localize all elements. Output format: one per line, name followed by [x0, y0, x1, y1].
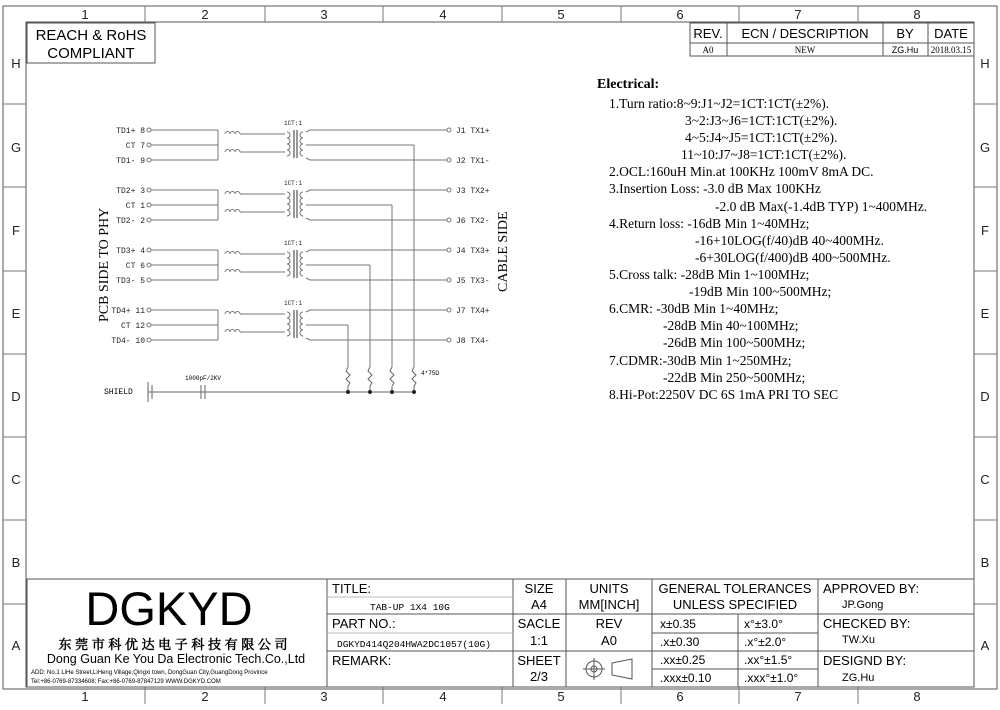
row-label-left: F — [12, 223, 20, 238]
compliance-line1: REACH & RoHS — [35, 27, 147, 44]
row-label-left: D — [11, 389, 21, 404]
tolerance-title1: GENERAL TOLERANCES — [658, 581, 812, 596]
secondary-coil-turn — [300, 270, 303, 276]
primary-coil-turn — [287, 318, 290, 324]
tolerance-linear: .xxx±0.10 — [660, 671, 712, 685]
primary-coil-turn — [287, 264, 290, 270]
company-contact: Tel:+86-0769-87334608; Fax:+86-0769-87847129 WWW.DGKYD.COM — [31, 679, 221, 685]
right-pin-label: J7 TX4+ — [456, 307, 490, 316]
secondary-coil-turn — [300, 258, 303, 264]
secondary-coil-turn — [300, 324, 303, 330]
primary-coil-turn — [287, 258, 290, 264]
pin-terminal — [147, 188, 151, 192]
part-label: PART NO.: — [332, 616, 396, 631]
size-label: SIZE — [524, 581, 554, 596]
col-label-bottom: 8 — [913, 689, 921, 704]
tolerance-linear: .xx±0.25 — [660, 653, 706, 667]
spec-line: 2.OCL:160uH Min.at 100KHz 100mV 8mA DC. — [609, 164, 874, 179]
compliance-box — [27, 23, 155, 63]
pin-terminal — [147, 158, 151, 162]
spec-line: 8.Hi-Pot:2250V DC 6S 1mA PRI TO SEC — [609, 387, 839, 402]
primary-coil-turn — [287, 252, 290, 258]
col-label-bottom: 5 — [557, 689, 565, 704]
title-value: TAB-UP 1X4 10G — [370, 602, 450, 613]
coil-turn — [225, 270, 230, 273]
coil-turn — [230, 312, 235, 315]
right-pin-label: J3 TX2+ — [456, 187, 490, 196]
right-pin-label: J2 TX1- — [456, 157, 490, 166]
coil-turn — [230, 252, 235, 255]
secondary-coil-turn — [300, 252, 303, 258]
left-pin-label: TD4+ 11 — [111, 307, 145, 316]
coil-turn — [225, 132, 230, 135]
coil-turn — [225, 150, 230, 153]
tolerance-angular: x°±3.0° — [744, 617, 783, 631]
coil-turn — [230, 192, 235, 195]
col-label-top: 4 — [439, 7, 447, 22]
row-label-left: G — [10, 140, 22, 155]
pin-terminal — [447, 218, 451, 222]
primary-coil-turn — [287, 204, 290, 210]
coil-turn — [230, 270, 235, 273]
row-label-right: B — [980, 555, 990, 570]
col-label-top: 1 — [81, 7, 89, 22]
pin-terminal — [147, 263, 151, 267]
date-header: DATE — [934, 26, 968, 41]
secondary-coil-turn — [300, 318, 303, 324]
left-pin-label: TD4- 10 — [111, 337, 145, 346]
wire — [306, 338, 310, 340]
by-value: ZG.Hu — [891, 45, 919, 55]
tolerance-angular: .xxx°±1.0° — [744, 671, 799, 685]
row-label-right: D — [980, 389, 990, 404]
coil-turn — [225, 312, 230, 315]
right-pin-label: J6 TX2- — [456, 217, 490, 226]
pin-terminal — [447, 308, 451, 312]
coil-turn — [235, 150, 240, 153]
row-label-left: H — [11, 56, 21, 71]
spec-line: -16+10LOG(f/40)dB 40~400MHz. — [695, 233, 884, 248]
spec-line: 11~10:J7~J8=1CT:1CT(±2%). — [681, 147, 847, 162]
col-label-bottom: 6 — [676, 689, 684, 704]
part-value: DGKYD414Q204HWA2DC1057(10G) — [337, 639, 491, 650]
secondary-coil-turn — [300, 204, 303, 210]
cable-side-label: CABLE SIDE — [496, 211, 511, 292]
left-pin-label: TD2+ 3 — [116, 187, 145, 196]
row-label-right: E — [980, 306, 990, 321]
spec-line: 3~2:J3~J6=1CT:1CT(±2%). — [685, 113, 838, 128]
row-label-right: C — [980, 472, 990, 487]
tolerance-linear: x±0.35 — [660, 617, 696, 631]
coil-turn — [225, 192, 230, 195]
pin-terminal — [447, 338, 451, 342]
left-pin-label: CT 7 — [125, 142, 145, 151]
wire — [306, 218, 310, 220]
approved-label: APPROVED BY: — [823, 581, 920, 596]
row-label-right: H — [980, 56, 990, 71]
col-label-top: 5 — [557, 7, 565, 22]
transformer-channels — [147, 120, 451, 367]
pin-terminal — [147, 128, 151, 132]
pin-terminal — [447, 158, 451, 162]
primary-coil-turn — [287, 330, 290, 336]
coil-turn — [230, 132, 235, 135]
secondary-coil-turn — [300, 264, 303, 270]
by-header: BY — [896, 26, 914, 41]
spec-line: -26dB Min 100~500MHz; — [663, 335, 806, 350]
secondary-coil-turn — [300, 198, 303, 204]
pin-terminal — [447, 278, 451, 282]
pin-terminal — [147, 248, 151, 252]
left-pin-label: CT 1 — [125, 202, 145, 211]
primary-coil-turn — [287, 210, 290, 216]
company-address: ADD: No.1 LiHe Street,LiHeng Village,Qingxi town, DongGuan City,GuangDong Province — [31, 670, 268, 676]
rev-value-block: A0 — [601, 633, 617, 648]
spec-line: 1.Turn ratio:8~9:J1~J2=1CT:1CT(±2%). — [609, 96, 830, 111]
row-label-left: B — [11, 555, 21, 570]
remark-label: REMARK: — [332, 653, 392, 668]
primary-coil-turn — [287, 324, 290, 330]
secondary-coil-turn — [300, 138, 303, 144]
wire — [306, 130, 310, 132]
rev-value: A0 — [702, 45, 714, 55]
projection-symbol — [583, 658, 632, 680]
col-label-bottom: 3 — [320, 689, 328, 704]
col-label-bottom: 2 — [201, 689, 209, 704]
spec-line: 7.CDMR:-30dB Min 1~250MHz; — [609, 353, 792, 368]
spec-line: -19dB Min 100~500MHz; — [689, 284, 832, 299]
tolerance-linear: .x±0.30 — [660, 635, 700, 649]
col-label-top: 2 — [201, 7, 209, 22]
rev-label: REV — [595, 616, 623, 631]
cap-label: 1000pF/2KV — [185, 375, 222, 382]
company-name-en: Dong Guan Ke You Da Electronic Tech.Co.,Ltd — [46, 652, 306, 666]
row-label-right: F — [981, 223, 989, 238]
pin-terminal — [447, 128, 451, 132]
col-label-bottom: 4 — [439, 689, 447, 704]
ecn-value: NEW — [794, 45, 816, 55]
secondary-coil-turn — [300, 210, 303, 216]
row-label-left: E — [11, 306, 21, 321]
col-label-top: 3 — [320, 7, 328, 22]
right-pin-label: J5 TX3- — [456, 277, 490, 286]
primary-coil-turn — [287, 138, 290, 144]
turns-ratio-label: 1CT:1 — [283, 180, 303, 187]
primary-coil-turn — [287, 132, 290, 138]
spec-line: -22dB Min 250~500MHz; — [663, 370, 806, 385]
ecn-header: ECN / DESCRIPTION — [741, 26, 869, 41]
coil-turn — [225, 252, 230, 255]
pin-terminal — [147, 308, 151, 312]
secondary-coil-turn — [300, 132, 303, 138]
coil-turn — [230, 330, 235, 333]
checked-label: CHECKED BY: — [823, 616, 911, 631]
left-pin-label: CT 6 — [125, 262, 145, 271]
turns-ratio-label: 1CT:1 — [283, 120, 303, 127]
shield-label: SHIELD — [104, 388, 133, 397]
primary-coil-turn — [287, 270, 290, 276]
pin-terminal — [147, 218, 151, 222]
primary-coil-turn — [287, 312, 290, 318]
left-pin-label: TD2- 2 — [116, 217, 145, 226]
col-label-top: 8 — [913, 7, 921, 22]
primary-coil-turn — [287, 198, 290, 204]
resistor-label: 4*75Ω — [421, 370, 440, 377]
pin-terminal — [147, 203, 151, 207]
wire — [306, 158, 310, 160]
col-label-bottom: 1 — [81, 689, 89, 704]
pin-terminal — [147, 143, 151, 147]
compliance-line2: COMPLIANT — [47, 45, 135, 62]
size-value: A4 — [531, 597, 547, 612]
units-label: UNITS — [589, 581, 629, 596]
tolerance-angular: .xx°±1.5° — [744, 653, 793, 667]
designed-label: DESIGND BY: — [823, 653, 907, 668]
right-pin-label: J4 TX3+ — [456, 247, 490, 256]
approved-value: JP.Gong — [842, 599, 884, 611]
turns-ratio-label: 1CT:1 — [283, 240, 303, 247]
row-label-right: G — [979, 140, 991, 155]
spec-line: -2.0 dB Max(-1.4dB TYP) 1~400MHz. — [715, 199, 928, 214]
electrical-title: Electrical: — [597, 77, 660, 92]
left-pin-labels — [111, 127, 145, 346]
coil-turn — [235, 312, 240, 315]
coil-turn — [235, 192, 240, 195]
pin-terminal — [147, 278, 151, 282]
wire — [306, 190, 310, 192]
schematic — [97, 120, 511, 402]
scale-value: 1:1 — [529, 633, 549, 648]
wire — [306, 310, 310, 312]
transformer-channel — [147, 180, 451, 367]
secondary-coil-turn — [300, 330, 303, 336]
spec-line: 5.Cross talk: -28dB Min 1~100MHz; — [609, 267, 810, 282]
primary-coil-turn — [287, 192, 290, 198]
spec-line: 4~5:J4~J5=1CT:1CT(±2%). — [685, 130, 838, 145]
tolerance-angular: .x°±2.0° — [744, 635, 787, 649]
secondary-coil-turn — [300, 192, 303, 198]
secondary-coil-turn — [300, 312, 303, 318]
secondary-coil-turn — [300, 144, 303, 150]
left-pin-label: TD3- 5 — [116, 277, 145, 286]
company-name-cn: 东 莞 市 科 优 达 电 子 科 技 有 限 公 司 — [58, 637, 288, 652]
designed-value: ZG.Hu — [842, 672, 875, 684]
revision-table — [690, 23, 974, 56]
spec-line: 6.CMR: -30dB Min 1~40MHz; — [609, 301, 779, 316]
units-value: MM[INCH] — [578, 597, 640, 612]
primary-coil-turn — [287, 144, 290, 150]
secondary-coil-turn — [300, 150, 303, 156]
primary-coil-turn — [287, 150, 290, 156]
sheet-label: SHEET — [517, 653, 561, 668]
coil-turn — [235, 270, 240, 273]
transformer-channel — [147, 300, 451, 367]
rev-header: REV. — [693, 26, 723, 41]
termination-network — [148, 367, 416, 402]
coil-turn — [230, 210, 235, 213]
row-label-left: C — [11, 472, 21, 487]
pcb-side-label: PCB SIDE TO PHY — [97, 207, 112, 322]
checked-value: TW.Xu — [842, 634, 876, 646]
coil-turn — [230, 150, 235, 153]
turns-ratio-label: 1CT:1 — [283, 300, 303, 307]
title-label: TITLE: — [332, 581, 372, 596]
pin-terminal — [147, 323, 151, 327]
wire — [306, 278, 310, 280]
col-label-bottom: 7 — [794, 689, 802, 704]
pin-terminal — [147, 338, 151, 342]
pin-terminal — [447, 248, 451, 252]
row-label-left: A — [11, 638, 21, 653]
right-pin-label: J8 TX4- — [456, 337, 490, 346]
electrical-spec — [597, 77, 927, 402]
pin-terminal — [447, 188, 451, 192]
coil-turn — [235, 210, 240, 213]
spec-line: -28dB Min 40~100MHz; — [663, 318, 799, 333]
company-logo: DGKYD — [85, 582, 253, 635]
left-pin-label: CT 12 — [120, 322, 145, 331]
coil-turn — [225, 210, 230, 213]
sheet-value: 2/3 — [529, 669, 549, 684]
left-pin-label: TD3+ 4 — [116, 247, 145, 256]
scale-label: SACLE — [517, 616, 561, 631]
date-value: 2018.03.15 — [930, 45, 972, 55]
right-pin-labels — [456, 127, 490, 346]
spec-line: -6+30LOG(f/400)dB 400~500MHz. — [695, 250, 891, 265]
coil-turn — [235, 132, 240, 135]
wire — [306, 250, 310, 252]
spec-line: 3.Insertion Loss: -3.0 dB Max 100KHz — [609, 181, 821, 196]
col-label-top: 7 — [794, 7, 802, 22]
coil-turn — [225, 330, 230, 333]
spec-line: 4.Return loss: -16dB Min 1~40MHz; — [609, 216, 810, 231]
row-label-right: A — [980, 638, 990, 653]
coil-turn — [235, 330, 240, 333]
coil-turn — [235, 252, 240, 255]
col-label-top: 6 — [676, 7, 684, 22]
left-pin-label: TD1+ 8 — [116, 127, 145, 136]
right-pin-label: J1 TX1+ — [456, 127, 490, 136]
tolerance-title2: UNLESS SPECIFIED — [672, 597, 798, 612]
left-pin-label: TD1- 9 — [116, 157, 145, 166]
